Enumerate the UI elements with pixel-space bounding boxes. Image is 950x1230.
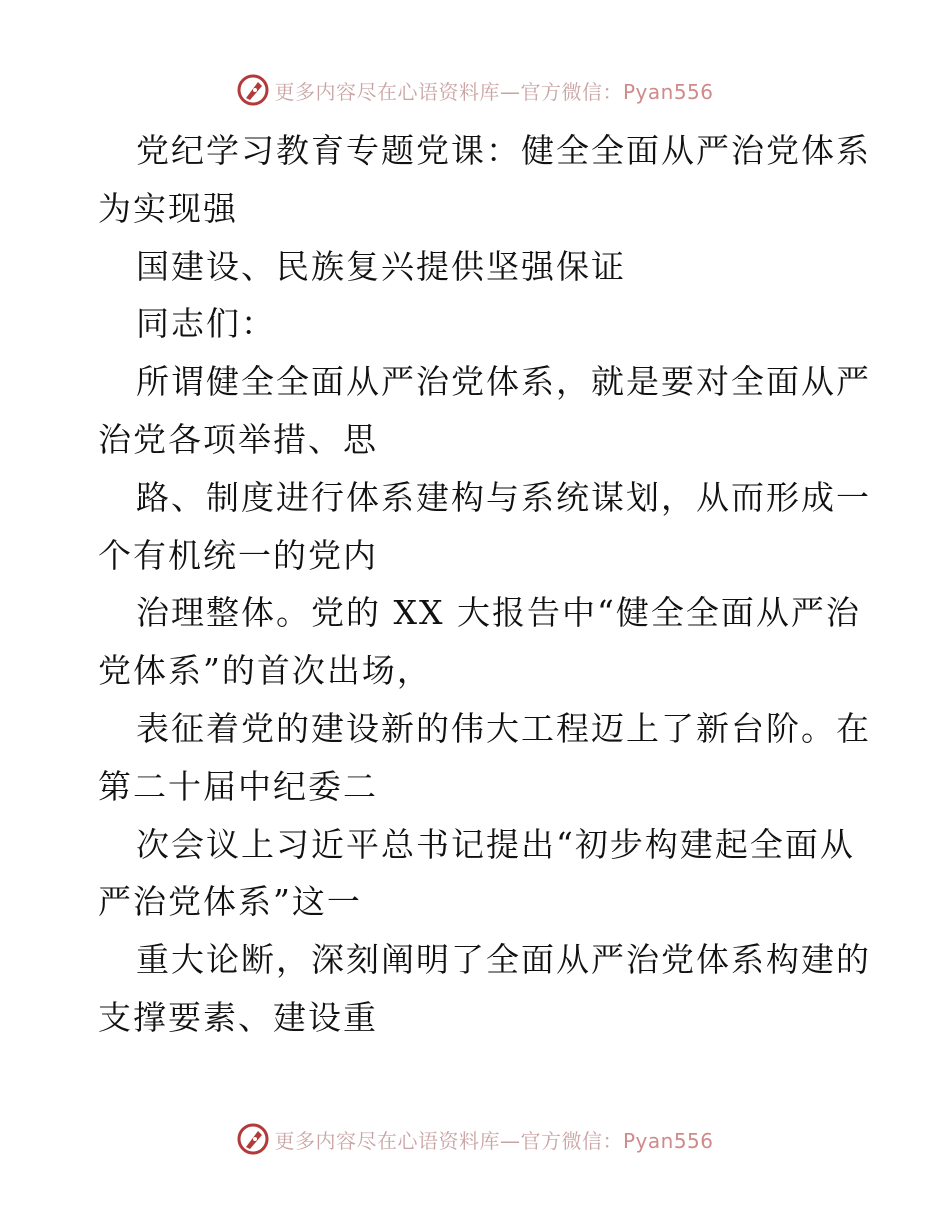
banner-contact-id: Pyan556 [622, 1128, 714, 1153]
document-line: 严治党体系”这一 [98, 882, 362, 922]
document-line: 第二十届中纪委二 [98, 766, 378, 806]
banner-contact-label: 官方微信： [520, 79, 623, 104]
document-line: 支撑要素、建设重 [98, 997, 378, 1037]
banner-title: 更多内容尽在心语资料库 [274, 79, 500, 104]
document-line: 国建设、民族复兴提供坚强保证 [136, 246, 626, 286]
pen-nib-logo-icon [236, 1122, 270, 1156]
document-line: 个有机统一的党内 [98, 535, 378, 575]
banner-title: 更多内容尽在心语资料库 [274, 1128, 500, 1153]
banner-contact-id: Pyan556 [622, 79, 714, 104]
pen-nib-logo-icon [236, 73, 270, 107]
banner-separator: — [499, 79, 521, 104]
document-line: 同志们： [136, 304, 276, 344]
banner-contact-label: 官方微信： [520, 1128, 623, 1153]
document-line: 治理整体。党的 XX 大报告中“健全全面从严治 [136, 593, 861, 633]
document-line: 党体系”的首次出场， [98, 651, 432, 691]
document-line: 表征着党的建设新的伟大工程迈上了新台阶。在 [136, 708, 871, 748]
document-body [98, 122, 871, 1047]
footer-watermark-banner [0, 1119, 950, 1159]
document-line: 重大论断，深刻阐明了全面从严治党体系构建的 [136, 940, 871, 980]
document-line: 党纪学习教育专题党课：健全全面从严治党体系 [136, 131, 871, 170]
document-line: 所谓健全全面从严治党体系，就是要对全面从严 [136, 362, 871, 402]
banner-text [274, 76, 713, 105]
document-line: 治党各项举措、思 [98, 419, 378, 459]
banner-text [274, 1125, 713, 1154]
document-line: 为实现强 [98, 188, 238, 228]
banner-separator: — [499, 1128, 521, 1153]
document-line: 路、制度进行体系建构与系统谋划，从而形成一 [136, 477, 871, 517]
document-line: 次会议上习近平总书记提出“初步构建起全面从 [136, 824, 855, 864]
header-watermark-banner [0, 70, 950, 110]
